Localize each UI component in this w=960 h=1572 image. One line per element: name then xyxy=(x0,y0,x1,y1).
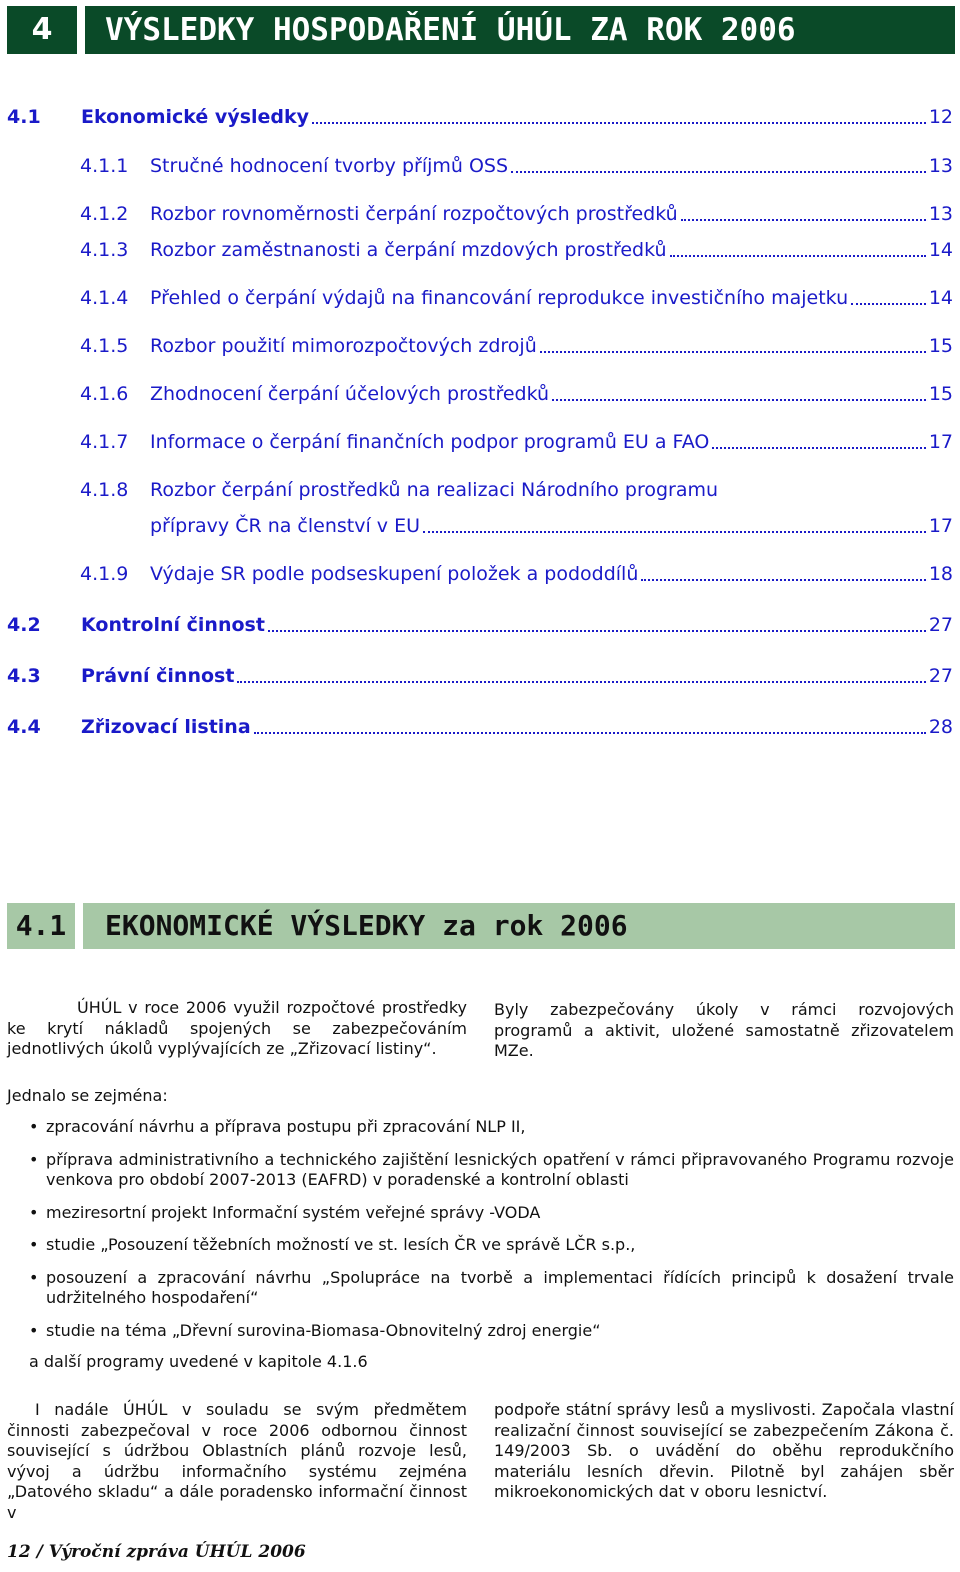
toc-title: Rozbor zaměstnanosti a čerpání mzdových prostředků xyxy=(150,239,667,261)
section-number: 4.1 xyxy=(7,903,75,949)
list-item: • meziresortní projekt Informační systém veřejné správy -VODA xyxy=(29,1203,954,1224)
section-title: EKONOMICKÉ VÝSLEDKY za rok 2006 xyxy=(83,903,955,949)
toc-title: Zřizovací listina xyxy=(81,716,251,738)
toc-item-4-1-2[interactable] xyxy=(7,201,953,227)
toc-number: 4.1.2 xyxy=(80,203,129,225)
chapter-number: 4 xyxy=(7,6,77,54)
toc-item-4-3[interactable] xyxy=(7,663,953,689)
toc-number: 4.1.7 xyxy=(80,431,129,453)
toc-title: Rozbor použití mimorozpočtových zdrojů xyxy=(150,335,537,357)
toc-title: Rozbor čerpání prostředků na realizaci Národního programu xyxy=(150,479,719,501)
paragraph-1-left: ÚHÚL v roce 2006 využil rozpočtové prostředky ke krytí nákladů spojených se zabezpečováním jednotlivých úkolů vyplývajících ze „Zřizovací listiny“. xyxy=(7,998,467,1058)
toc-leader xyxy=(851,303,926,305)
toc-title-continued: přípravy ČR na členství v EU xyxy=(150,515,420,537)
list-item: • studie „Posouzení těžebních možností ve st. lesích ČR ve správě LČR s.p., xyxy=(29,1235,954,1256)
toc-page: 17 xyxy=(928,515,953,537)
toc-number: 4.1.4 xyxy=(80,287,129,309)
toc-page: 15 xyxy=(928,335,953,357)
list-intro: Jednalo se zejména: xyxy=(7,1086,168,1105)
list-item: • studie na téma „Dřevní surovina-Biomasa-Obnovitelný zdroj energie“ xyxy=(29,1321,954,1342)
chapter-header xyxy=(7,6,955,54)
toc-number: 4.1 xyxy=(7,106,41,128)
toc-item-4-1-8-continued[interactable] xyxy=(150,513,953,539)
toc-leader xyxy=(681,219,926,221)
toc-title: Zhodnocení čerpání účelových prostředků xyxy=(150,383,550,405)
toc-page: 12 xyxy=(928,106,953,128)
toc-leader xyxy=(552,399,926,401)
chapter-title: VÝSLEDKY HOSPODAŘENÍ ÚHÚL ZA ROK 2006 xyxy=(85,6,955,54)
toc-leader xyxy=(254,732,926,734)
toc-page: 17 xyxy=(928,431,953,453)
list-item: • posouzení a zpracování návrhu „Spolupráce na tvorbě a implementaci řídících principů k dosažení trvale udržitelného hospodaření“ xyxy=(29,1268,954,1309)
toc-title: Přehled o čerpání výdajů na financování reprodukce investičního majetku xyxy=(150,287,849,309)
toc-leader xyxy=(423,507,926,533)
list-outro: a další programy uvedené v kapitole 4.1.6 xyxy=(29,1352,368,1371)
toc-item-4-1-6[interactable] xyxy=(7,381,953,407)
toc-number: 4.2 xyxy=(7,614,41,636)
toc-page: 18 xyxy=(928,563,953,585)
toc-number: 4.3 xyxy=(7,665,41,687)
toc-title: Kontrolní činnost xyxy=(81,614,265,636)
toc-leader xyxy=(312,122,926,124)
toc-item-4-1-3[interactable] xyxy=(7,237,953,263)
toc-title: Stručné hodnocení tvorby příjmů OSS xyxy=(150,155,509,177)
toc-page: 15 xyxy=(928,383,953,405)
toc-item-4-1-9[interactable] xyxy=(7,561,953,587)
toc-page: 28 xyxy=(928,716,953,738)
toc-leader xyxy=(511,171,926,173)
toc-title: Rozbor rovnoměrnosti čerpání rozpočtových prostředků xyxy=(150,203,678,225)
toc-page: 13 xyxy=(928,155,953,177)
list-item: • příprava administrativního a technického zajištění lesnických opatření v rámci připravovaného Programu rozvoje venkova pro období 2007-2013 (EAFRD) v poradenské a kontrolní oblasti xyxy=(29,1150,954,1191)
toc-leader xyxy=(237,681,925,683)
toc-title: Výdaje SR podle podseskupení položek a pododdílů xyxy=(150,563,639,585)
toc-number: 4.1.5 xyxy=(80,335,129,357)
toc-page: 13 xyxy=(928,203,953,225)
paragraph-2-left: I nadále ÚHÚL v souladu se svým předmětem činnosti zabezpečoval v roce 2006 odbornou činnost související s údržbou Oblastních plánů rozvoje lesů, vývoj a údržbu informačního systému zejména „Datového skladu“ a dále poradensko informační činnost v xyxy=(7,1400,467,1522)
toc-number: 4.1.1 xyxy=(80,155,129,177)
toc-item-4-1-4[interactable] xyxy=(7,285,953,311)
toc-page: 14 xyxy=(928,287,953,309)
toc-item-4-1-8[interactable] xyxy=(7,477,953,503)
toc-page: 14 xyxy=(928,239,953,261)
toc-page: 27 xyxy=(928,665,953,687)
section-header xyxy=(7,903,955,949)
toc-leader xyxy=(540,351,926,353)
toc-item-4-1-1[interactable] xyxy=(7,153,953,179)
bullet-list xyxy=(29,1117,954,1353)
toc-number: 4.1.9 xyxy=(80,563,129,585)
toc-leader xyxy=(670,255,926,257)
toc-item-4-2[interactable] xyxy=(7,612,953,638)
paragraph-1-right: Byly zabezpečovány úkoly v rámci rozvojových programů a aktivit, uložené samostatně zřizovatelem MZe. xyxy=(494,1000,954,1060)
toc-number: 4.4 xyxy=(7,716,41,738)
toc-leader xyxy=(712,447,925,449)
page-footer: 12 / Výroční zpráva ÚHÚL 2006 xyxy=(7,1542,306,1562)
toc-number: 4.1.6 xyxy=(80,383,129,405)
toc-leader xyxy=(641,579,925,581)
toc-number: 4.1.3 xyxy=(80,239,129,261)
toc-item-4-1-7[interactable] xyxy=(7,429,953,455)
toc-page: 27 xyxy=(928,614,953,636)
toc-item-4-4[interactable] xyxy=(7,714,953,740)
toc-title: Informace o čerpání finančních podpor programů EU a FAO xyxy=(150,431,710,453)
toc-title: Právní činnost xyxy=(81,665,235,687)
toc-leader xyxy=(268,630,926,632)
toc-item-4-1-5[interactable] xyxy=(7,333,953,359)
toc-number: 4.1.8 xyxy=(80,479,129,501)
toc-item-4-1[interactable] xyxy=(7,104,953,130)
paragraph-2-right: podpoře státní správy lesů a myslivosti. Započala vlastní realizační činnost související se zabezpečením Zákona č. 149/2003 Sb. o uvádění do oběhu reprodukčního materiálu lesních dřevin. Pilotně byl zahájen sběr mikroekonomických dat v oboru lesnictví. xyxy=(494,1400,954,1501)
toc-title: Ekonomické výsledky xyxy=(81,106,310,128)
list-item: • zpracování návrhu a příprava postupu při zpracování NLP II, xyxy=(29,1117,954,1138)
